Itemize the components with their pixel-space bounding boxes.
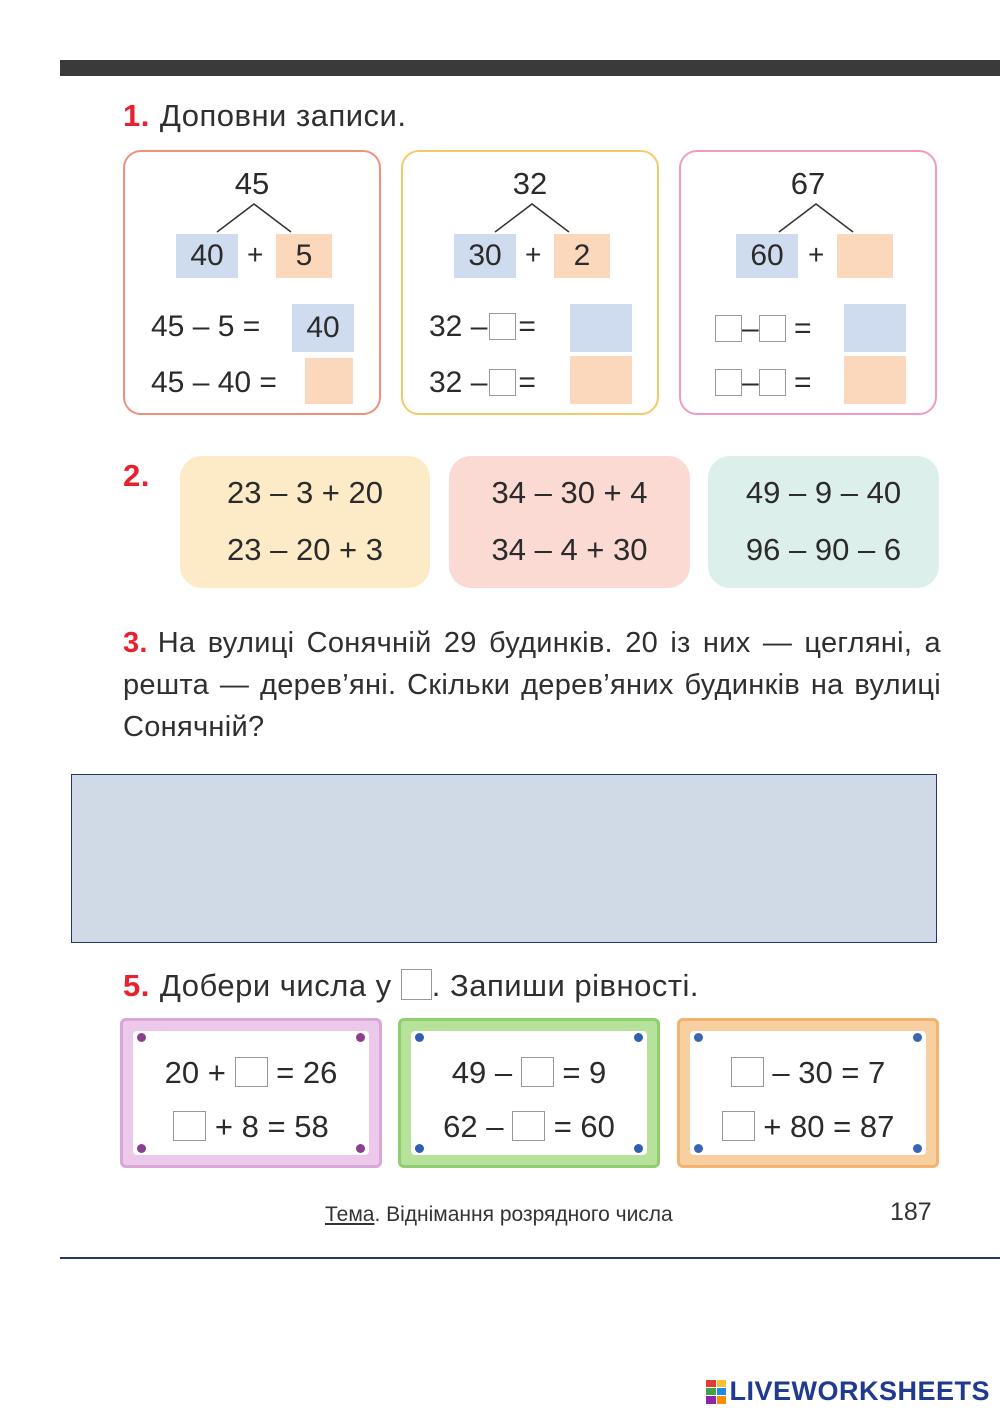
- task1-heading: [123, 98, 406, 134]
- expression: 34 – 30 + 4: [491, 475, 648, 510]
- task2-group-1: [180, 456, 430, 588]
- expression: 23 – 20 + 3: [227, 532, 383, 567]
- minus-sign: –: [742, 366, 759, 399]
- answer-box-2[interactable]: [844, 356, 906, 404]
- pin-icon: [634, 1144, 643, 1153]
- equation-2: [715, 366, 812, 400]
- task2-number: 2.: [123, 458, 150, 493]
- liveworksheets-brand[interactable]: [706, 1376, 990, 1407]
- blank-square-input[interactable]: [521, 1057, 554, 1087]
- topic-label: Тема: [325, 1203, 375, 1226]
- decomp-total: 45: [234, 166, 270, 201]
- pin-icon: [356, 1033, 365, 1042]
- task5-scroll-2: [398, 1018, 660, 1168]
- blank-square-input[interactable]: [722, 1111, 755, 1141]
- eq-part: + 80 = 87: [763, 1109, 895, 1144]
- blank-square-input[interactable]: [489, 313, 516, 340]
- pin-icon: [913, 1144, 922, 1153]
- blank-square-icon: [401, 969, 432, 1000]
- answer-box-2[interactable]: [570, 356, 632, 404]
- equation-1: [715, 312, 812, 346]
- equation-row-1: [680, 1055, 936, 1091]
- task5-scroll-3: [677, 1018, 939, 1168]
- decomp-units-box: 5: [276, 234, 332, 278]
- decomp-tens-box: 30: [454, 234, 516, 278]
- task5-scroll-1: [120, 1018, 382, 1168]
- top-border-bar: [60, 60, 1000, 76]
- eq-part: = 60: [553, 1109, 615, 1144]
- eq-part: 20 +: [164, 1055, 226, 1090]
- blank-square-input[interactable]: [173, 1111, 206, 1141]
- answer-box-1[interactable]: [844, 304, 906, 352]
- expression: 23 – 3 + 20: [227, 475, 383, 510]
- equals-sign: =: [794, 366, 812, 399]
- answer-box-2[interactable]: [305, 358, 353, 404]
- pin-icon: [694, 1144, 703, 1153]
- answer-box-1[interactable]: [570, 304, 632, 352]
- eq-part: = 9: [562, 1055, 607, 1090]
- equation-2: 45 – 40 =: [151, 366, 277, 399]
- expression: 34 – 4 + 30: [491, 532, 648, 567]
- blank-square-input[interactable]: [489, 369, 516, 396]
- answer-input-area[interactable]: [71, 774, 937, 943]
- equals-sign: =: [794, 312, 812, 345]
- task3-number: 3.: [123, 627, 148, 659]
- equation-row-1: [123, 1055, 379, 1091]
- pin-icon: [415, 1144, 424, 1153]
- minus-sign: –: [742, 312, 759, 345]
- pin-icon: [634, 1033, 643, 1042]
- task5-number: 5.: [123, 968, 150, 1003]
- task1-card-2: [401, 150, 659, 415]
- equation-row-2: [401, 1109, 657, 1145]
- task2-heading: [123, 458, 160, 494]
- decomp-units-box[interactable]: [837, 234, 893, 278]
- blank-square-input[interactable]: [715, 369, 742, 396]
- expression: 96 – 90 – 6: [745, 532, 902, 567]
- brand-text: LIVEWORKSHEETS: [729, 1376, 990, 1406]
- task2-group-2: [449, 456, 690, 588]
- equation-row-2: [123, 1109, 379, 1145]
- task3-text: На вулиці Сонячній 29 будинків. 20 із них — цегляні, а решта — дерев’яні. Скільки дерев’яних будинків на вулиці Сонячній?: [123, 627, 941, 743]
- task5-title-start: Добери числа у: [159, 968, 392, 1003]
- pin-icon: [694, 1033, 703, 1042]
- equation-row-2: [680, 1109, 936, 1145]
- decomp-branches-icon: [125, 200, 379, 236]
- eq-part: – 30 = 7: [772, 1055, 886, 1090]
- decomp-branches-icon: [681, 200, 935, 236]
- pin-icon: [356, 1144, 365, 1153]
- task3-problem: [123, 622, 941, 748]
- task1-number: 1.: [123, 98, 150, 133]
- decomp-total: 67: [790, 166, 826, 201]
- answer-box-1[interactable]: 40: [292, 304, 354, 352]
- equation-1: [429, 310, 536, 344]
- blank-square-input[interactable]: [759, 315, 786, 342]
- task5-title-end: . Запиши рівності.: [431, 968, 700, 1003]
- blank-square-input[interactable]: [715, 315, 742, 342]
- decomp-total: 32: [512, 166, 548, 201]
- plus-sign: +: [525, 239, 542, 270]
- task1-title: Доповни записи.: [159, 98, 407, 133]
- pin-icon: [137, 1033, 146, 1042]
- task1-card-3: [679, 150, 937, 415]
- decomp-tens-box: 40: [176, 234, 238, 278]
- task2-group-3: [708, 456, 939, 588]
- pin-icon: [137, 1144, 146, 1153]
- eq-part: + 8 = 58: [214, 1109, 329, 1144]
- task1-card-1: [123, 150, 381, 415]
- decomp-branches-icon: [403, 200, 657, 236]
- expression: 49 – 9 – 40: [745, 475, 902, 510]
- blank-square-input[interactable]: [512, 1111, 545, 1141]
- equals-sign: =: [518, 366, 536, 399]
- equation-row-1: [401, 1055, 657, 1091]
- task5-heading: [123, 968, 699, 1004]
- equation-1: 45 – 5 =: [151, 310, 261, 343]
- page-footer-topic: [325, 1203, 673, 1227]
- eq-part: = 26: [276, 1055, 338, 1090]
- blank-square-input[interactable]: [731, 1057, 764, 1087]
- plus-sign: +: [247, 239, 264, 270]
- decomp-tens-box: 60: [736, 234, 798, 278]
- equation-2-start: 32 –: [429, 366, 488, 399]
- blank-square-input[interactable]: [759, 369, 786, 396]
- equation-2: [429, 366, 536, 400]
- eq-part: 62 –: [443, 1109, 504, 1144]
- decomp-units-box: 2: [554, 234, 610, 278]
- eq-part: 49 –: [451, 1055, 513, 1090]
- blank-square-input[interactable]: [235, 1057, 268, 1087]
- plus-sign: +: [808, 239, 825, 270]
- equals-sign: =: [518, 310, 536, 343]
- page-number: 187: [890, 1198, 932, 1226]
- liveworksheets-logo-icon: [706, 1380, 726, 1404]
- bottom-border-line: [60, 1257, 1000, 1259]
- equation-1-start: 32 –: [429, 310, 488, 343]
- topic-text: . Віднімання розрядного числа: [374, 1203, 673, 1226]
- pin-icon: [415, 1033, 424, 1042]
- pin-icon: [913, 1033, 922, 1042]
